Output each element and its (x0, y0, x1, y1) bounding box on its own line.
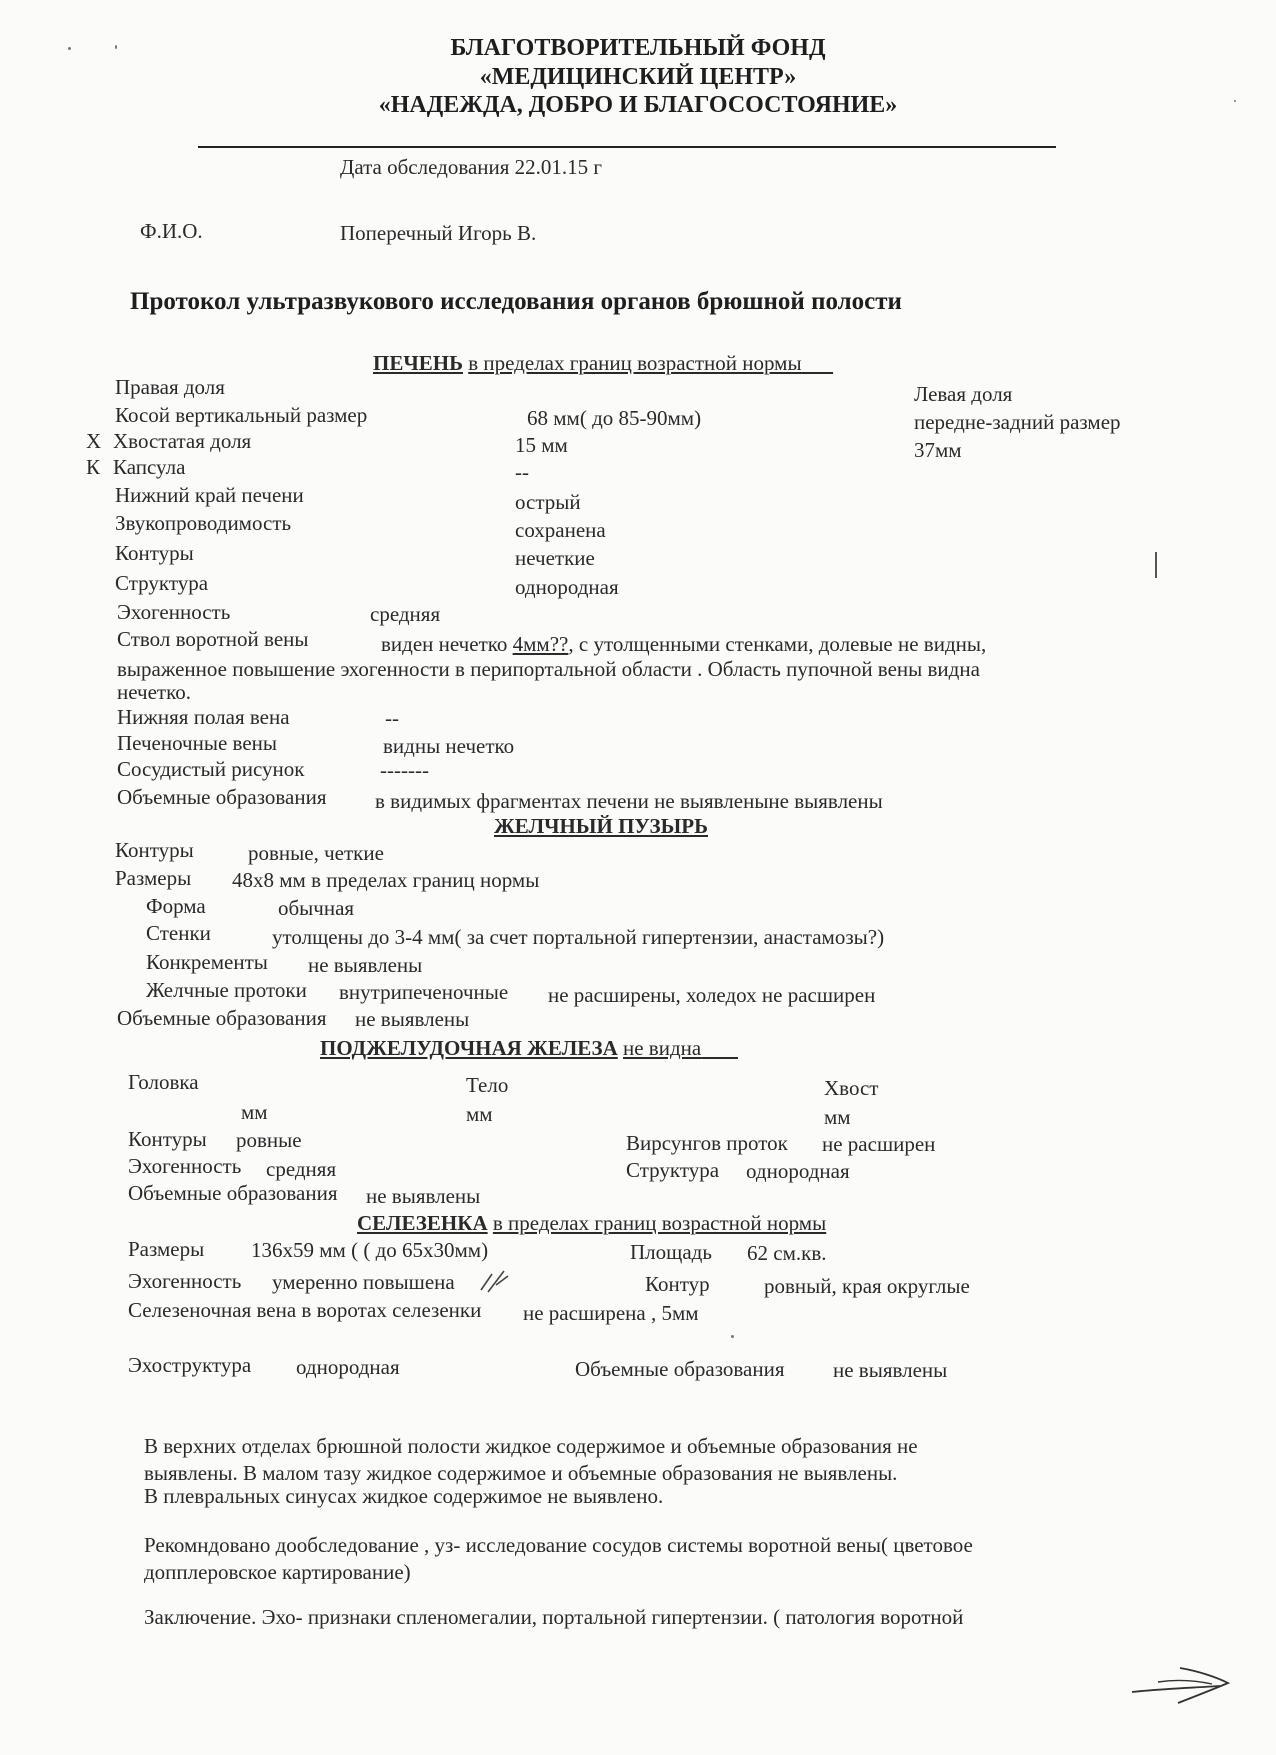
scan-mark (1155, 552, 1157, 578)
liver-portal-line2: выраженное повышение эхогенности в перипортальной области . Область пупочной вены видна (117, 657, 980, 681)
liver-sound-value: сохранена (515, 518, 606, 542)
spleen-heading: СЕЛЕЗЕНКА (357, 1211, 488, 1235)
pancreas-structure-label: Структура (626, 1158, 720, 1182)
spleen-echo-value: умеренно повышена (272, 1270, 455, 1294)
gallbladder-walls-value: утолщены до 3-4 мм( за счет портальной гипертензии, анастамозы?) (272, 925, 885, 949)
spleen-echostructure-value: однородная (296, 1355, 400, 1379)
gallbladder-ducts-value: не расширены, холедох не расширен (548, 983, 876, 1007)
gallbladder-contours-label: Контуры (115, 838, 194, 862)
pancreas-body-label: Тело (466, 1073, 509, 1097)
gallbladder-masses-value: не выявлены (355, 1007, 470, 1031)
liver-sound-label: Звукопроводимость (115, 511, 292, 535)
gallbladder-stones-value: не выявлены (308, 953, 423, 977)
spleen-size-value: 136х59 мм ( ( до 65х30мм) (251, 1238, 489, 1262)
spleen-area-value: 62 см.кв. (747, 1241, 827, 1265)
pancreas-contours-label: Контуры (128, 1127, 207, 1151)
spleen-contour-label: Контур (645, 1272, 710, 1296)
protocol-title: Протокол ультразвукового исследования органов брюшной полости (130, 288, 902, 315)
liver-echo-value: средняя (370, 602, 441, 626)
liver-structure-value: однородная (515, 575, 619, 599)
findings-line1: В верхних отделах брюшной полости жидкое содержимое и объемные образования не (144, 1434, 918, 1458)
org-name-line3: «НАДЕЖДА, ДОБРО И БЛАГОСОСТОЯНИЕ» (378, 92, 898, 118)
gallbladder-shape-value: обычная (278, 896, 355, 920)
spleen-masses-value: не выявлены (833, 1358, 948, 1382)
spleen-heading-note: в пределах границ возрастной нормы (492, 1211, 827, 1235)
pancreas-echo-value: средняя (266, 1157, 337, 1181)
liver-vascular-value: ------- (380, 758, 429, 782)
spleen-size-label: Размеры (128, 1237, 205, 1261)
liver-ivc-value: -- (385, 706, 399, 730)
pancreas-head-unit: мм (241, 1100, 268, 1124)
spleen-echostructure-label: Эхоструктура (128, 1353, 252, 1377)
pancreas-tail-unit: мм (824, 1105, 851, 1129)
org-name-line1: БЛАГОТВОРИТЕЛЬНЫЙ ФОНД (450, 35, 826, 61)
liver-structure-label: Структура (115, 571, 209, 595)
liver-heading: ПЕЧЕНЬ (373, 351, 463, 375)
org-name-line2: «МЕДИЦИНСКИЙ ЦЕНТР» (479, 64, 797, 90)
liver-oblique-label: Косой вертикальный размер (115, 403, 368, 427)
gallbladder-ducts-intra: внутрипеченочные (339, 980, 509, 1004)
liver-capsule-label: Капсула (113, 455, 186, 479)
liver-portal-line3: нечетко. (117, 680, 191, 704)
handwritten-checkmark-icon (478, 1268, 512, 1294)
liver-masses-label: Объемные образования (117, 785, 327, 809)
spleen-masses-label: Объемные образования (575, 1357, 785, 1381)
gallbladder-masses-label: Объемные образования (117, 1006, 327, 1030)
spleen-vein-value: не расширена , 5мм (523, 1301, 699, 1325)
gallbladder-stones-label: Конкременты (146, 950, 268, 974)
liver-contours-value: нечеткие (515, 546, 595, 570)
liver-portal-label: Ствол воротной вены (117, 627, 309, 651)
handwritten-arrow-icon (1128, 1658, 1236, 1708)
gallbladder-size-value: 48х8 мм в пределах границ нормы (232, 868, 540, 892)
header-divider (198, 146, 1056, 148)
pancreas-head-label: Головка (128, 1070, 199, 1094)
liver-vascular-label: Сосудистый рисунок (117, 757, 305, 781)
recommendation-line1: Рекомндовано дообследование , уз- исследование сосудов системы воротной вены( цветовое (144, 1533, 973, 1557)
pancreas-heading: ПОДЖЕЛУДОЧНАЯ ЖЕЛЕЗА (320, 1036, 618, 1060)
scan-speck (1234, 100, 1236, 102)
spleen-area-label: Площадь (630, 1240, 712, 1264)
liver-caudate-value: 15 мм (515, 433, 568, 457)
liver-portal-value: виден нечетко 4мм??, с утолщенными стенками, долевые не видны, (381, 632, 987, 656)
conclusion-line: Заключение. Эхо- признаки спленомегалии, портальной гипертензии. ( патология воротной (144, 1605, 964, 1629)
patient-name: Поперечный Игорь В. (340, 221, 537, 245)
exam-date: Дата обследования 22.01.15 г (340, 155, 603, 179)
gallbladder-size-label: Размеры (115, 866, 192, 890)
spleen-echo-label: Эхогенность (128, 1269, 242, 1293)
spleen-contour-value: ровный, края округлые (764, 1274, 970, 1298)
findings-line2: выявлены. В малом тазу жидкое содержимое и объемные образования не выявлены. (144, 1461, 898, 1485)
pancreas-wirsung-label: Вирсунгов проток (626, 1131, 788, 1155)
gallbladder-heading: ЖЕЛЧНЫЙ ПУЗЫРЬ (494, 814, 708, 838)
gallbladder-ducts-label: Желчные протоки (146, 978, 307, 1002)
liver-hepatic-value: видны нечетко (383, 734, 515, 758)
scan-speck (115, 45, 117, 49)
liver-lower-edge-label: Нижний край печени (115, 483, 304, 507)
liver-lower-edge-value: острый (515, 490, 581, 514)
patient-label: Ф.И.О. (140, 219, 203, 243)
liver-contours-label: Контуры (115, 541, 194, 565)
gallbladder-walls-label: Стенки (146, 921, 211, 945)
gallbladder-shape-label: Форма (146, 894, 206, 918)
liver-capsule-mark: К (86, 455, 101, 479)
liver-hepatic-label: Печеночные вены (117, 731, 277, 755)
liver-caudate-label: Хвостатая доля (113, 429, 252, 453)
liver-right-lobe: Правая доля (115, 375, 225, 399)
liver-oblique-value: 68 мм( до 85-90мм) (527, 406, 702, 430)
liver-capsule-value: -- (515, 460, 529, 484)
liver-heading-note: в пределах границ возрастной нормы (468, 351, 802, 375)
pancreas-masses-label: Объемные образования (128, 1181, 338, 1205)
spleen-vein-label: Селезеночная вена в воротах селезенки (128, 1298, 482, 1322)
liver-echo-label: Эхогенность (117, 600, 231, 624)
spleen-section-heading (357, 1211, 826, 1235)
pancreas-section-heading (320, 1036, 738, 1060)
liver-ap-value: 37мм (914, 438, 962, 462)
pancreas-structure-value: однородная (746, 1159, 850, 1183)
pancreas-echo-label: Эхогенность (128, 1154, 242, 1178)
pancreas-body-unit: мм (466, 1102, 493, 1126)
pancreas-heading-note: не видна (623, 1036, 702, 1060)
pancreas-contours-value: ровные (236, 1128, 302, 1152)
findings-line3: В плевральных синусах жидкое содержимое не выявлено. (144, 1484, 664, 1508)
liver-caudate-mark: Х (86, 429, 102, 453)
pancreas-wirsung-value: не расширен (822, 1132, 936, 1156)
recommendation-line2: допплеровское картирование) (144, 1560, 411, 1584)
liver-ivc-label: Нижняя полая вена (117, 705, 290, 729)
gallbladder-contours-value: ровные, четкие (248, 841, 384, 865)
liver-section-heading (373, 351, 833, 375)
liver-left-lobe: Левая доля (914, 382, 1013, 406)
scan-speck (68, 47, 71, 50)
pancreas-tail-label: Хвост (824, 1076, 879, 1100)
pancreas-masses-value: не выявлены (366, 1184, 481, 1208)
liver-masses-value: в видимых фрагментах печени не выявленыне выявлены (375, 789, 883, 813)
scan-speck (731, 1335, 734, 1338)
liver-ap-label: передне-задний размер (914, 410, 1121, 434)
